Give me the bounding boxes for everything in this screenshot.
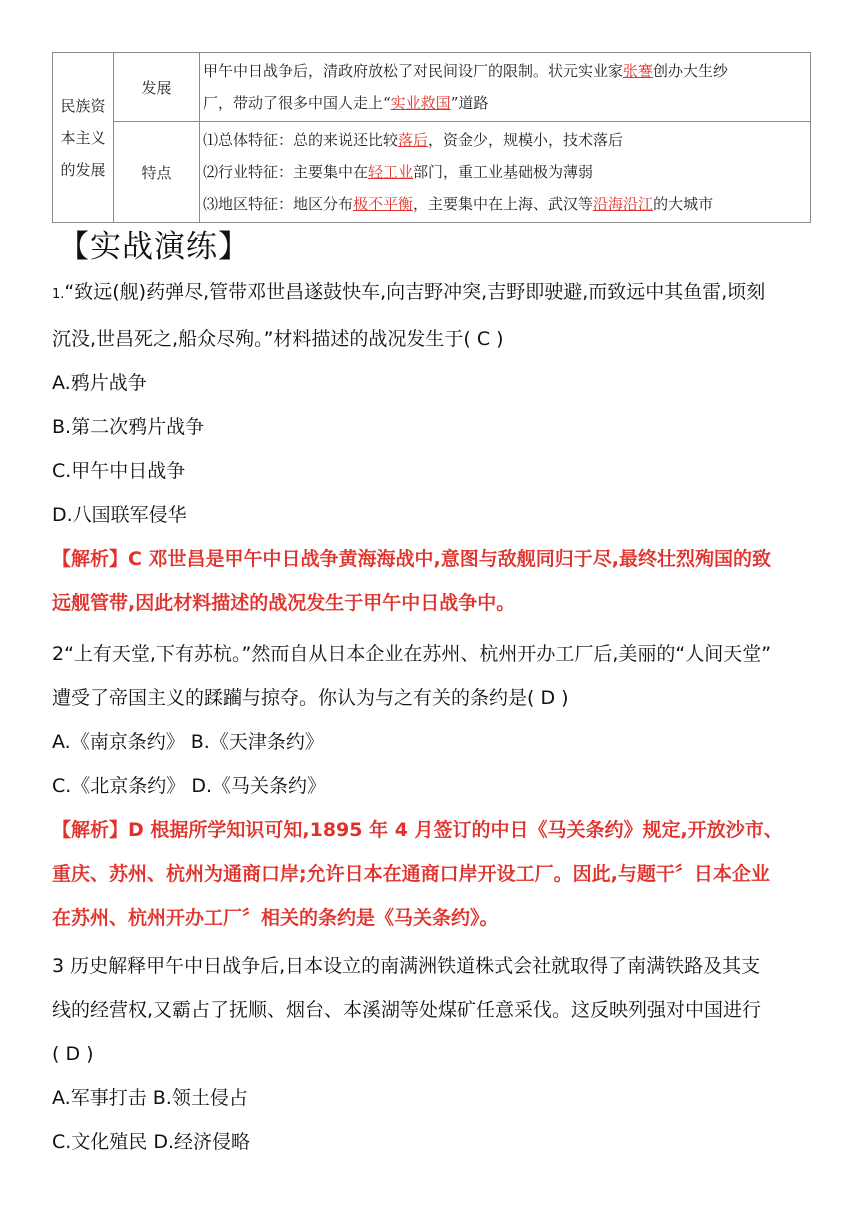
answer-underline: 张謇: [623, 62, 654, 80]
feature-item: [203, 156, 806, 188]
answer-underline: 轻工业: [368, 163, 414, 181]
question-2: [52, 632, 822, 940]
question-1: [52, 270, 822, 625]
answer-underline: 实业救国: [390, 94, 451, 112]
question-stem: 线的经营权,又霸占了抚顺、烟台、本溪湖等处煤矿任意采伐。这反映列强对中国进行: [52, 999, 762, 1021]
section-heading: 【实战演练】: [58, 229, 250, 265]
options-ab: A.《南京条约》 B.《天津条约》: [52, 731, 324, 753]
category-cell: [53, 53, 114, 223]
text: “上有天堂,下有苏杭。”然而自从日本企业在苏州、杭州开办工厂后,美丽的“人间天堂”: [64, 643, 772, 665]
option-d: D.八国联军侵华: [52, 504, 187, 526]
category-line: 民族资: [60, 96, 106, 115]
option-b: B.第二次鸦片战争: [52, 416, 205, 438]
row-label-features: 特点: [114, 122, 200, 223]
question-stem: 沉没,世昌死之,船众尽殉。”材料描述的战况发生于( C ): [52, 328, 504, 350]
text: 厂，带动了很多中国人走上“: [203, 94, 391, 112]
answer-underline: 沿海沿江: [593, 195, 654, 213]
text: 创办大生纱: [653, 62, 729, 80]
text: 历史解释甲午中日战争后,日本设立的南满洲铁道株式会社就取得了南满铁路及其支: [64, 955, 761, 977]
options-cd: C.文化殖民 D.经济侵略: [52, 1131, 251, 1153]
text: 的大城市: [653, 195, 714, 213]
text: ⑴总体特征：总的来说还比较: [203, 131, 399, 149]
category-line: 的发展: [60, 160, 106, 179]
text: ，资金少，规模小，技术落后: [428, 131, 624, 149]
category-line: 本主义: [60, 128, 106, 147]
features-content: [200, 122, 811, 223]
analysis: 远舰管带,因此材料描述的战况发生于甲午中日战争中。: [52, 592, 516, 614]
question-stem: [52, 944, 822, 988]
text: ⑶地区特征：地区分布: [203, 195, 354, 213]
text: 部门，重工业基础极为薄弱: [413, 163, 594, 181]
text: ，主要集中在上海、武汉等: [413, 195, 594, 213]
summary-table: [52, 52, 811, 223]
option-a: A.鸦片战争: [52, 372, 147, 394]
analysis: 【解析】C 邓世昌是甲午中日战争黄海海战中,意图与敌舰同归于尽,最终壮烈殉国的致: [52, 548, 771, 570]
question-number: 2: [52, 643, 65, 665]
development-line: [203, 87, 806, 119]
question-stem: [52, 632, 822, 676]
question-stem: 遭受了帝国主义的蹂躏与掠夺。你认为与之有关的条约是( D ): [52, 687, 569, 709]
answer-underline: 落后: [398, 131, 429, 149]
analysis: 重庆、苏州、杭州为通商口岸;允许日本在通商口岸开设工厂。因此,与题干〞日本企业: [52, 863, 770, 885]
row-label-development: 发展: [114, 53, 200, 122]
development-content: [200, 53, 811, 122]
feature-item: [203, 188, 806, 220]
text: 甲午中日战争后，清政府放松了对民间设厂的限制。状元实业家: [203, 62, 624, 80]
question-number: 3: [52, 955, 65, 977]
option-c: C.甲午中日战争: [52, 460, 186, 482]
question-number: 1.: [52, 287, 65, 302]
answer-underline: 极不平衡: [353, 195, 414, 213]
text: “致远(舰)药弹尽,管带邓世昌遂鼓快车,向吉野冲突,吉野即驶避,而致远中其鱼雷,顷刻: [64, 281, 766, 303]
options-ab: A.军事打击 B.领土侵占: [52, 1087, 248, 1109]
text: ⑵行业特征：主要集中在: [203, 163, 369, 181]
question-stem: [52, 270, 822, 317]
options-cd: C.《北京条约》 D.《马关条约》: [52, 775, 327, 797]
analysis: 在苏州、杭州开办工厂〞相关的条约是《马关条约》。: [52, 907, 499, 929]
question-stem: ( D ): [52, 1043, 94, 1065]
development-line: [203, 55, 806, 87]
analysis: 【解析】D 根据所学知识可知,1895 年 4 月签订的中日《马关条约》规定,开放沙市、: [52, 819, 783, 841]
feature-item: [203, 124, 806, 156]
question-3: [52, 944, 822, 1164]
text: ”道路: [450, 94, 489, 112]
